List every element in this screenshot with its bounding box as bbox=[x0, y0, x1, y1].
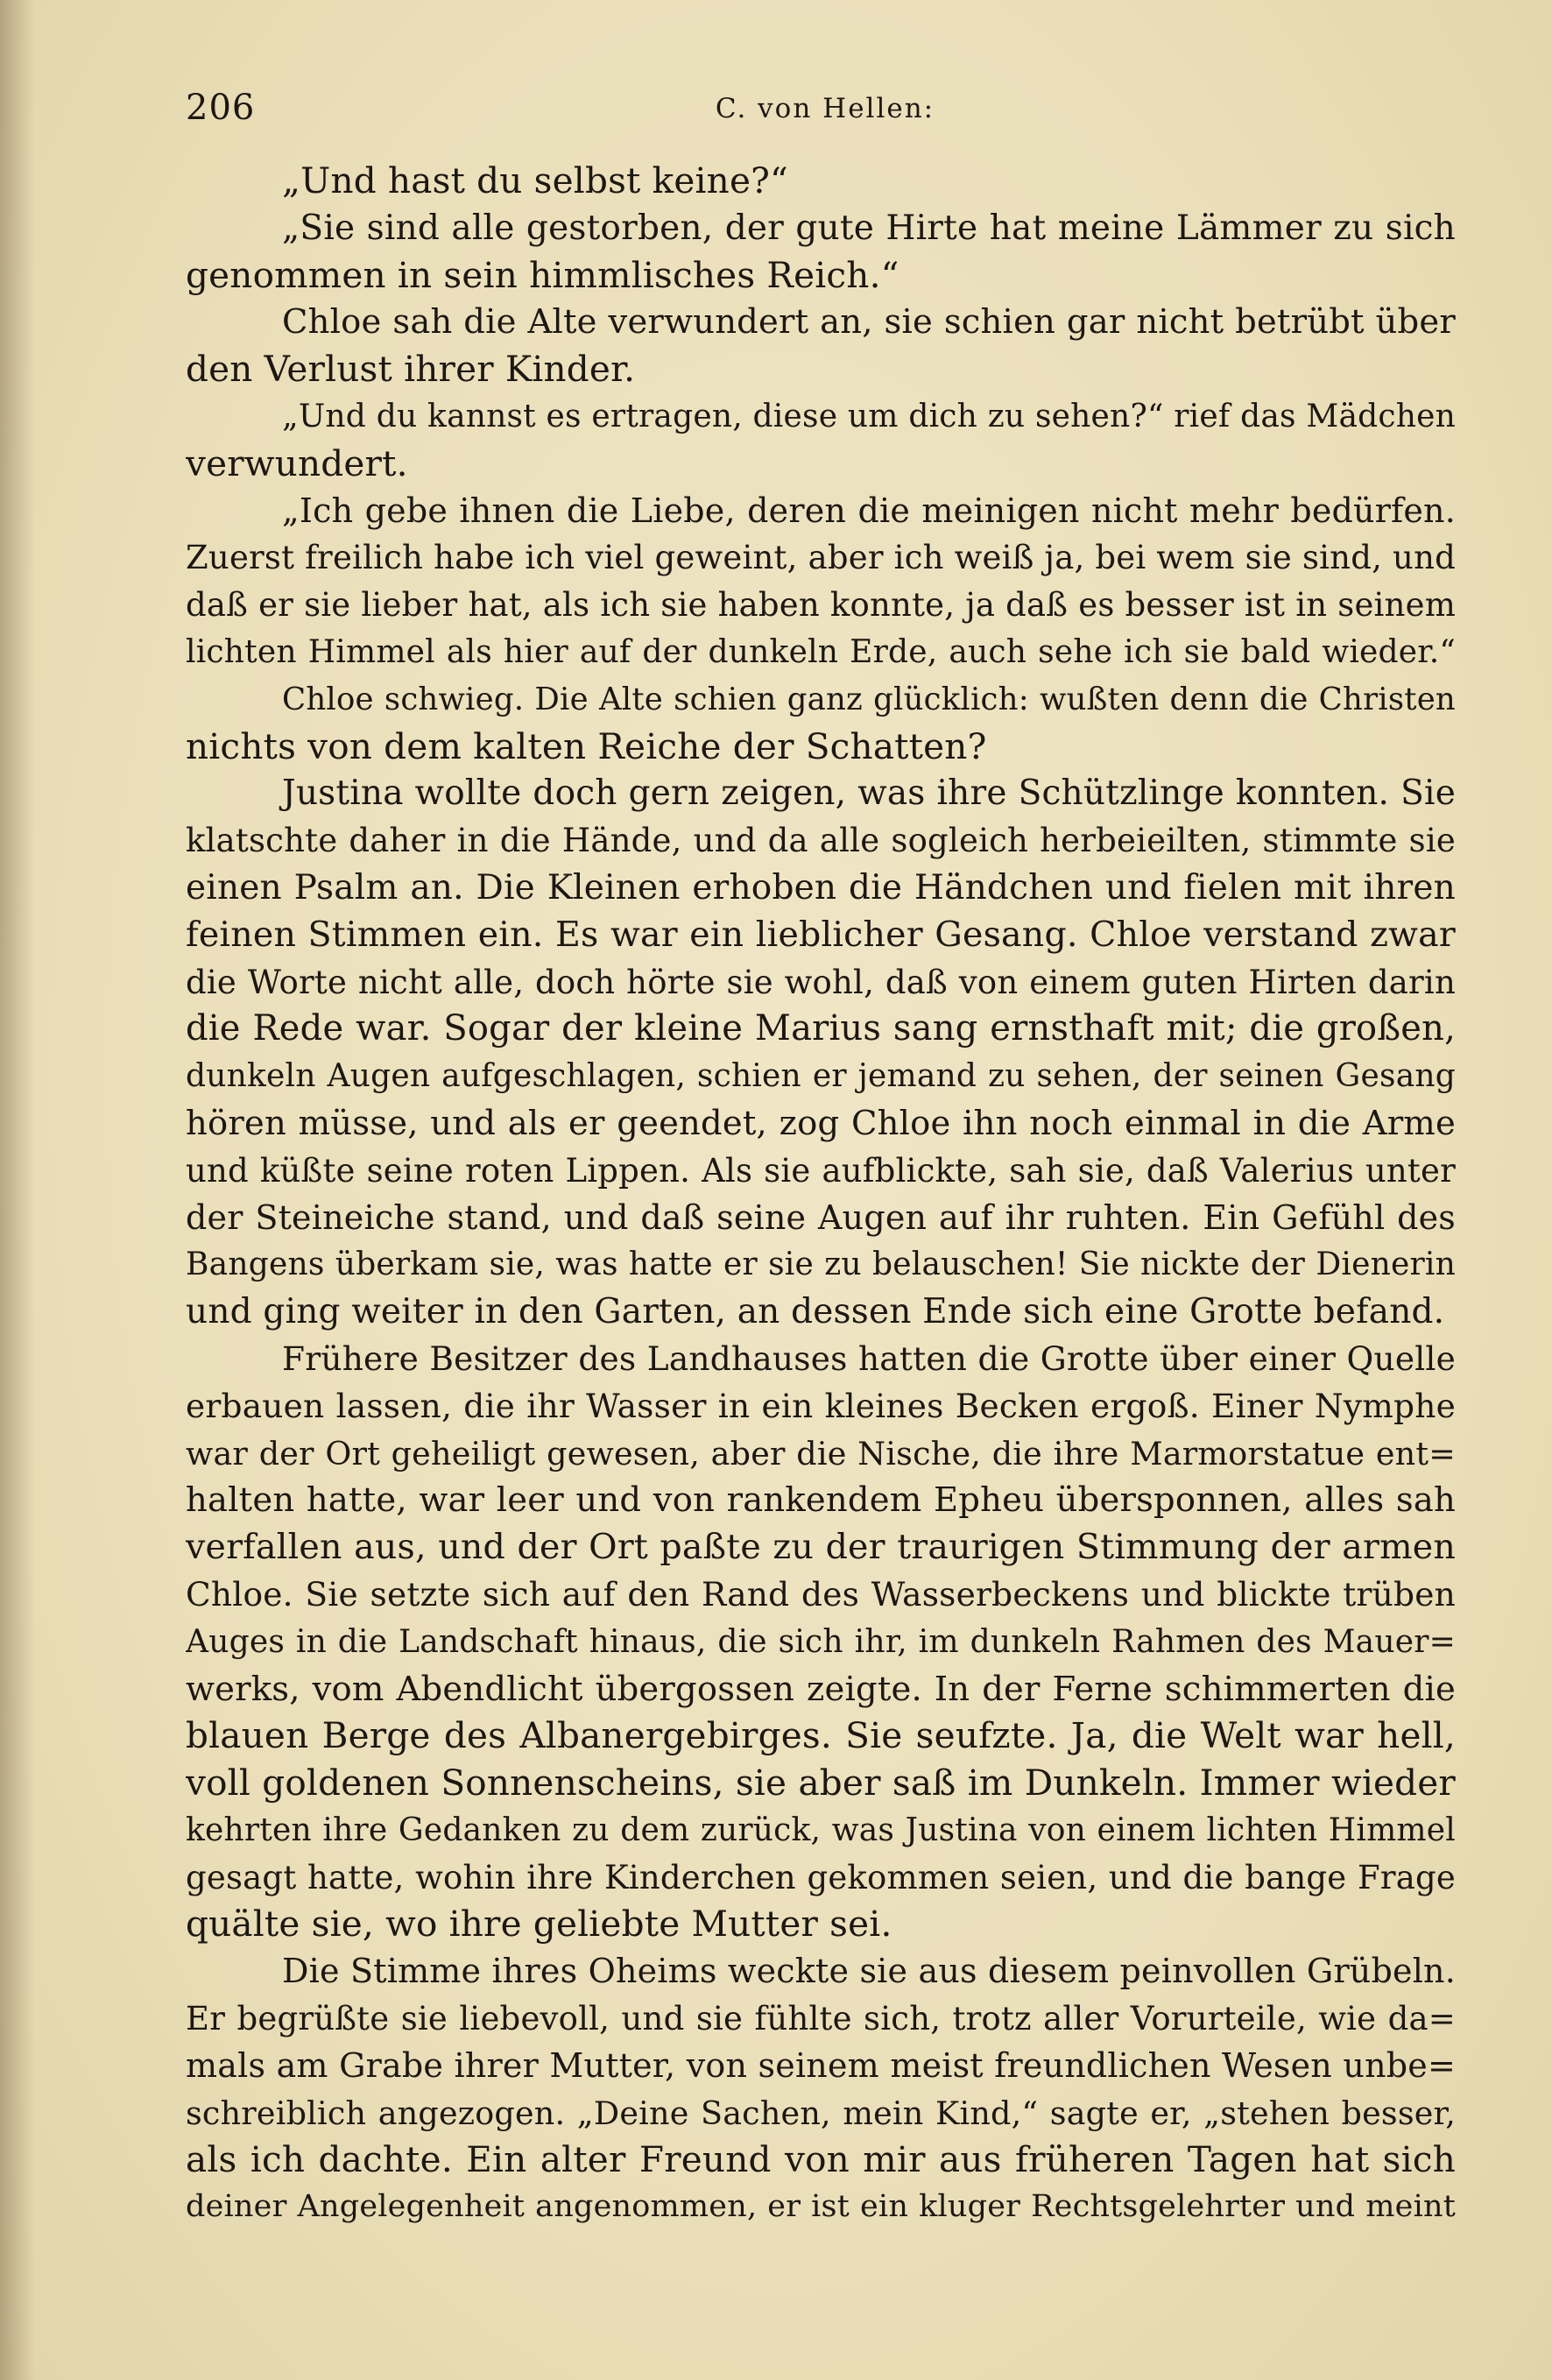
page-number: 206 bbox=[186, 88, 256, 128]
text-line: war der Ort geheiligt gewesen, aber die Nische, die ihre Marmorstatue ent= bbox=[186, 1434, 1456, 1472]
text-line: daß er sie lieber hat, als ich sie haben konnte, ja daß es besser ist in seinem bbox=[186, 586, 1456, 625]
text-line: feinen Stimmen ein. Es war ein lieblicher Gesang. Chloe verstand zwar bbox=[186, 914, 1456, 955]
text-line: Er begrüßte sie liebevoll, und sie fühlte sich, trotz aller Vorurteile, wie da= bbox=[186, 2000, 1456, 2038]
text-line: „Und du kannst es ertragen, diese um dich zu sehen?“ rief das Mädchen bbox=[282, 398, 1456, 434]
text-line: mals am Grabe ihrer Mutter, von seinem meist freundlichen Wesen unbe= bbox=[186, 2045, 1456, 2085]
text-line: und küßte seine roten Lippen. Als sie aufblickte, sah sie, daß Valerius unter bbox=[186, 1151, 1456, 1190]
text-line: erbauen lassen, die ihr Wasser in ein kleines Becken ergoß. Einer Nymphe bbox=[186, 1386, 1456, 1425]
text-line: voll goldenen Sonnenscheins, sie aber saß im Dunkeln. Immer wieder bbox=[186, 1762, 1456, 1804]
text-line: Chloe schwieg. Die Alte schien ganz glücklich: wußten denn die Christen bbox=[282, 681, 1456, 717]
text-line: die Rede war. Sogar der kleine Marius sang ernsthaft mit; die großen, bbox=[186, 1008, 1456, 1049]
text-line: lichten Himmel als hier auf der dunkeln Erde, auch sehe ich sie bald wieder.“ bbox=[186, 633, 1456, 670]
text-line: „Sie sind alle gestorben, der gute Hirte hat meine Lämmer zu sich bbox=[282, 208, 1456, 248]
text-line: verwundert. bbox=[186, 441, 408, 484]
text-line: schreiblich angezogen. „Deine Sachen, mein Kind,“ sagte er, „stehen besser, bbox=[186, 2094, 1456, 2132]
text-line: klatschte daher in die Hände, und da alle sogleich herbeieilten, stimmte sie bbox=[186, 822, 1456, 860]
text-line: Die Stimme ihres Oheims weckte sie aus diesem peinvollen Grübeln. bbox=[282, 1952, 1456, 1991]
text-line: genommen in sein himmlisches Reich.“ bbox=[186, 253, 899, 296]
text-line: deiner Angelegenheit angenommen, er ist ein kluger Rechtsgelehrter und meint bbox=[186, 2189, 1456, 2225]
text-line: der Steineiche stand, und daß seine Augen auf ihr ruhten. Ein Gefühl des bbox=[186, 1197, 1456, 1237]
text-line: Zuerst freilich habe ich viel geweint, aber ich weiß ja, bei wem sie sind, und bbox=[186, 539, 1456, 577]
text-line: einen Psalm an. Die Kleinen erhoben die Händchen und fielen mit ihren bbox=[186, 867, 1456, 908]
text-line: den Verlust ihrer Kinder. bbox=[186, 348, 636, 391]
text-line: nichts von dem kalten Reiche der Schatten? bbox=[186, 724, 987, 767]
text-line: als ich dachte. Ein alter Freund von mir aus früheren Tagen hat sich bbox=[186, 2138, 1456, 2181]
text-line: dunkeln Augen aufgeschlagen, schien er jemand zu sehen, der seinen Gesang bbox=[186, 1058, 1456, 1095]
running-head: C. von Hellen: bbox=[715, 93, 935, 124]
text-line: werks, vom Abendlicht übergossen zeigte. In der Ferne schimmerten die bbox=[186, 1669, 1456, 1709]
text-line: Chloe. Sie setzte sich auf den Rand des Wasserbeckens und blickte trüben bbox=[186, 1574, 1456, 1614]
text-line: Justina wollte doch gern zeigen, was ihre Schützlinge konnten. Sie bbox=[282, 773, 1456, 814]
text-line: blauen Berge des Albanergebirges. Sie seufzte. Ja, die Welt war hell, bbox=[186, 1714, 1456, 1757]
text-line: Chloe sah die Alte verwundert an, sie schien gar nicht betrübt über bbox=[282, 302, 1456, 343]
text-line: gesagt hatte, wohin ihre Kinderchen gekommen seien, und die bange Frage bbox=[186, 1858, 1456, 1896]
body-text bbox=[186, 158, 1456, 2231]
text-line: und ging weiter in den Garten, an dessen Ende sich eine Grotte befand. bbox=[186, 1292, 1445, 1332]
text-line: kehrten ihre Gedanken zu dem zurück, was Justina von einem lichten Himmel bbox=[186, 1811, 1456, 1848]
text-line: hören müsse, und als er geendet, zog Chloe ihn noch einmal in die Arme bbox=[186, 1103, 1456, 1143]
text-line: „Und hast du selbst keine?“ bbox=[282, 159, 788, 201]
page-edge-shadow bbox=[0, 0, 35, 2380]
text-line: halten hatte, war leer und von rankendem Epheu übersponnen, alles sah bbox=[186, 1480, 1456, 1521]
text-line: Auges in die Landschaft hinaus, die sich ihr, im dunkeln Rahmen des Mauer= bbox=[186, 1623, 1456, 1660]
text-line: Bangens überkam sie, was hatte er sie zu belauschen! Sie nickte der Dienerin bbox=[186, 1246, 1456, 1283]
text-line: „Ich gebe ihnen die Liebe, deren die meinigen nicht mehr bedürfen. bbox=[282, 491, 1456, 530]
text-line: die Worte nicht alle, doch hörte sie wohl, daß von einem guten Hirten darin bbox=[186, 963, 1456, 1001]
page-header bbox=[186, 88, 1464, 137]
text-line: quälte sie, wo ihre geliebte Mutter sei. bbox=[186, 1903, 892, 1946]
text-line: Frühere Besitzer des Landhauses hatten die Grotte über einer Quelle bbox=[282, 1338, 1456, 1378]
text-line: verfallen aus, und der Ort paßte zu der traurigen Stimmung der armen bbox=[186, 1527, 1456, 1568]
